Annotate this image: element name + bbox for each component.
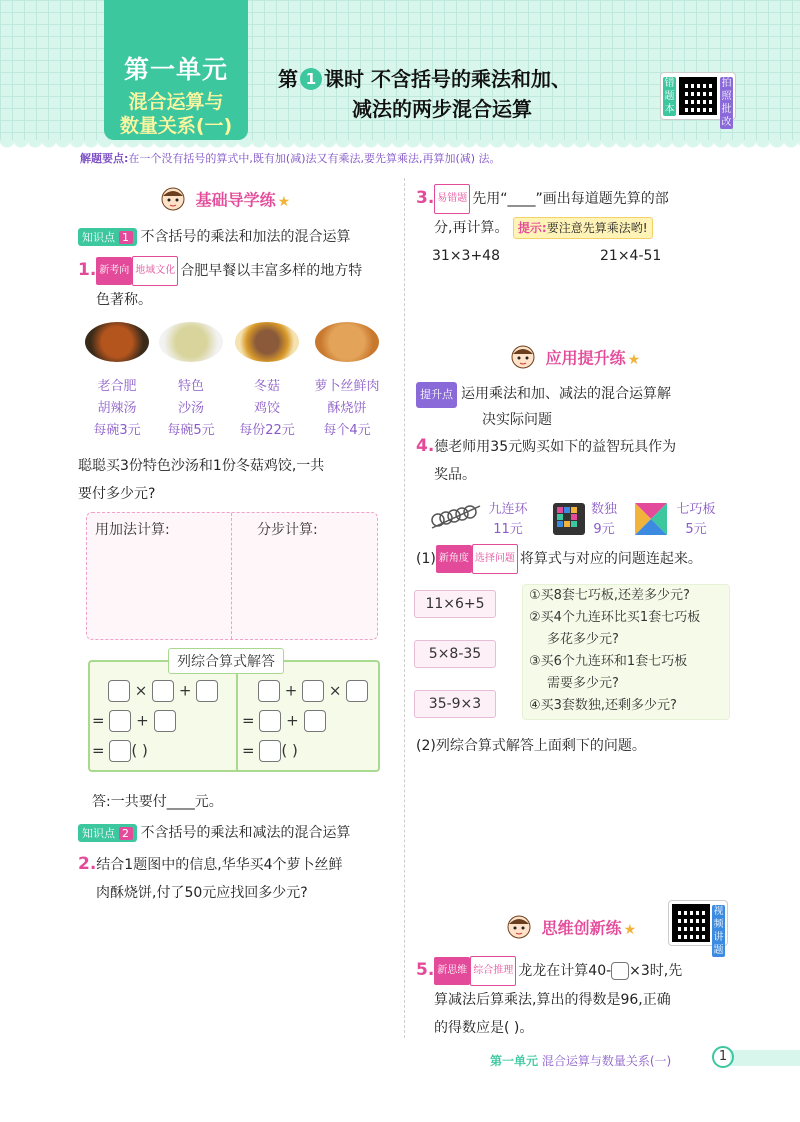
qr-right-label: 拍照批改 [721, 78, 732, 128]
answer-box[interactable] [259, 740, 281, 762]
food-name: 老合肥 [97, 379, 137, 394]
toy-name: 九连环 [488, 502, 528, 517]
expression-2: 21×4-51 [600, 248, 662, 264]
unit-title: 第一单元 [123, 55, 228, 84]
question-number: 1. [78, 260, 97, 280]
answer-box[interactable] [304, 710, 326, 732]
answer-box[interactable] [108, 680, 130, 702]
food-name-2: 沙汤 [177, 401, 204, 416]
answer-box[interactable] [258, 680, 280, 702]
footer-title: 混合运算与数量关系(一) [541, 1054, 672, 1068]
toy-item-1 [478, 500, 538, 540]
match-expression-3[interactable]: 35-9×3 [414, 690, 496, 718]
calculation-area[interactable] [86, 512, 378, 640]
question-4-sub2: (2)列综合算式解答上面剩下的问题。 [416, 738, 646, 754]
match-question[interactable]: ④买3套数独,还剩多少元? [529, 698, 677, 713]
qr-left-label: 错题本 [664, 78, 675, 115]
section-title: 基础导学练 [195, 190, 276, 210]
question-number: 3. [416, 188, 435, 208]
formula-right-row1: + × [258, 680, 368, 702]
question-badge-sub: 地域文化 [132, 256, 178, 286]
question-1-ask [78, 452, 398, 508]
food-item-4 [304, 322, 390, 442]
answer-box[interactable] [611, 962, 629, 980]
food-item-2 [152, 322, 230, 442]
lesson-title-line2: 减法的两步混合运算 [352, 97, 532, 121]
food-price: 每个4元 [323, 423, 371, 438]
kp-number: 2 [119, 827, 133, 840]
dumpling-bowl-icon [235, 322, 299, 362]
answer-box[interactable] [154, 710, 176, 732]
nine-rings-icon [428, 502, 484, 536]
answer-box[interactable] [109, 740, 131, 762]
match-question-cont: 多花多少元? [547, 632, 619, 647]
column-divider [404, 178, 405, 1038]
question-number: 4. [416, 436, 435, 456]
answer-box[interactable] [346, 680, 368, 702]
question-badge-sub: 综合推理 [470, 956, 516, 986]
section-heading-application [510, 344, 640, 374]
question-text-2: 色著称。 [96, 292, 152, 308]
food-name: 特色 [177, 379, 204, 394]
section-title: 应用提升练 [545, 348, 626, 368]
kid-icon [506, 914, 532, 944]
video-label: 视频讲题 [713, 906, 724, 956]
lesson-title [278, 64, 648, 124]
calc-divider [231, 513, 232, 639]
match-expression-1[interactable]: 11×6+5 [414, 590, 496, 618]
food-item-3 [228, 322, 306, 442]
unit-subtitle-2: 数量关系(一) [119, 115, 233, 137]
question-text: 结合1题图中的信息,华华买4个萝卜丝鲜 [96, 857, 343, 873]
sub-prefix: (1) [416, 551, 436, 567]
question-text: 德老师用35元购买如下的益智玩具作为 [434, 439, 677, 455]
knowledge-point-2 [78, 822, 351, 842]
qr-code-icon[interactable] [679, 77, 717, 115]
question-3 [416, 184, 746, 242]
formula-left-row1: × + [108, 680, 218, 702]
toy-item-2 [574, 500, 634, 540]
food-price: 每份22元 [239, 423, 295, 438]
key-tip [80, 150, 501, 166]
question-text: 将算式与对应的问题连起来。 [519, 551, 702, 567]
question-number: 5. [416, 960, 435, 980]
question-ask-line2: 要付多少元? [78, 486, 156, 502]
hint-label: 提示: [517, 221, 547, 235]
question-badge-sub: 选择问题 [472, 544, 518, 574]
page-number: 1 [712, 1046, 734, 1068]
answer-box[interactable] [152, 680, 174, 702]
question-text: 先用“____”画出每道题先算的部 [472, 191, 669, 207]
question-4 [416, 432, 746, 489]
step-calc-label: 分步计算: [257, 522, 318, 538]
improvement-point [416, 382, 746, 432]
kp-tag: 提升点 [416, 382, 457, 408]
tangram-icon [634, 502, 668, 536]
question-5 [416, 956, 746, 1042]
pastry-icon [315, 322, 379, 362]
section-heading-thinking [506, 914, 636, 944]
toy-name: 数独 [590, 502, 617, 517]
add-calc-label: 用加法计算: [95, 522, 170, 538]
question-4-sub1 [416, 544, 746, 574]
question-2 [78, 850, 398, 907]
lesson-prefix: 第 [278, 67, 298, 91]
food-price: 每碗5元 [167, 423, 215, 438]
question-text-2: 奖品。 [434, 467, 476, 483]
kp-text: 不含括号的乘法和减法的混合运算 [140, 825, 351, 841]
section-title: 思维创新练 [541, 918, 622, 938]
section-heading-basic [160, 186, 290, 216]
hint-box [513, 217, 653, 239]
frame-title: 列综合算式解答 [168, 648, 284, 674]
food-name-2: 鸡饺 [253, 401, 280, 416]
key-tip-text: 在一个没有括号的算式中,既有加(减)法又有乘法,要先算乘法,再算加(减) 法。 [128, 152, 501, 165]
question-1 [78, 256, 398, 314]
kid-icon [160, 186, 186, 216]
toy-name: 七巧板 [676, 502, 716, 517]
formula-right-row2: = + [242, 710, 326, 732]
food-price: 每碗3元 [93, 423, 141, 438]
match-question[interactable]: ③买6个九连环和1套七巧板 [529, 654, 688, 669]
toy-price: 5元 [685, 522, 707, 537]
frame-divider [236, 662, 238, 770]
kp-tag [78, 228, 137, 246]
match-expression-2[interactable]: 5×8-35 [414, 640, 496, 668]
food-item-1 [78, 322, 156, 442]
question-text-tail: ×3时,先 [629, 963, 683, 979]
lesson-title-line1: 课时 不含括号的乘法和加、 [324, 67, 571, 91]
toy-price: 9元 [593, 522, 615, 537]
match-question[interactable]: ②买4个九连环比买1套七巧板 [529, 610, 701, 625]
qr-code-icon[interactable] [672, 904, 710, 942]
answer-box[interactable] [259, 710, 281, 732]
kp-text: 不含括号的乘法和加法的混合运算 [140, 229, 351, 245]
knowledge-point-1 [78, 226, 351, 246]
star-icon: ★ [277, 193, 291, 210]
match-question-cont: 需要多少元? [547, 676, 619, 691]
question-badge: 易错题 [434, 184, 470, 214]
question-badge: 新角度 [436, 545, 472, 573]
star-icon: ★ [627, 351, 641, 368]
toy-item-3 [666, 500, 726, 540]
answer-box[interactable] [109, 710, 131, 732]
key-tip-label: 解题要点: [80, 152, 129, 165]
question-text-2: 肉酥烧饼,付了50元应找回多少元? [96, 885, 308, 901]
footer-band [730, 1050, 800, 1066]
food-name-2: 酥烧饼 [327, 401, 367, 416]
kid-icon [510, 344, 536, 374]
soup-bowl-icon [159, 322, 223, 362]
lesson-number: 1 [300, 68, 322, 90]
qr-code-block[interactable] [660, 72, 736, 128]
kp-tag: 知识点 2 [78, 824, 137, 842]
match-question[interactable]: ①买8套七巧板,还差多少元? [529, 588, 690, 603]
formula-right-row3: = ( ) [242, 740, 298, 762]
food-name: 冬菇 [253, 379, 280, 394]
kp-text-2: 决实际问题 [482, 412, 552, 428]
question-text: 龙龙在计算40- [518, 963, 612, 979]
food-name: 萝卜丝鲜肉 [314, 379, 380, 394]
star-icon: ★ [623, 921, 637, 938]
toy-price: 11元 [493, 522, 523, 537]
formula-left-row3: = ( ) [92, 740, 148, 762]
unit-subtitle-1: 混合运算与 [128, 91, 224, 113]
question-text-2: 分,再计算。 [434, 220, 509, 236]
answer-box[interactable] [196, 680, 218, 702]
page-header [0, 0, 800, 150]
question-text: 合肥早餐以丰富多样的地方特 [180, 263, 363, 279]
answer-box[interactable] [302, 680, 324, 702]
question-number: 2. [78, 854, 97, 874]
question-ask-line1: 聪聪买3份特色沙汤和1份冬菇鸡饺,一共 [78, 458, 325, 474]
kp-tag-text: 知识点 [82, 231, 115, 244]
kp-number: 1 [119, 231, 133, 244]
footer-unit: 第一单元 [490, 1054, 539, 1068]
hint-text: 要注意先算乘法哟! [546, 221, 648, 235]
soup-bowl-icon [85, 322, 149, 362]
question-text-3: 的得数应是( )。 [434, 1020, 534, 1036]
answer-line: 答:一共要付____元。 [92, 794, 223, 810]
kp-text: 运用乘法和加、减法的混合运算解 [461, 386, 671, 402]
expression-1: 31×3+48 [432, 248, 500, 264]
unit-badge [104, 0, 248, 140]
match-question-list [522, 584, 730, 720]
food-name-2: 胡辣汤 [97, 401, 137, 416]
question-badge: 新思维 [434, 957, 470, 985]
video-qr-block[interactable] [668, 900, 728, 956]
question-badge: 新考向 [96, 257, 132, 285]
page-footer [490, 1052, 671, 1069]
question-text-2: 算减法后算乘法,算出的得数是96,正确 [434, 992, 671, 1008]
formula-left-row2: = + [92, 710, 176, 732]
